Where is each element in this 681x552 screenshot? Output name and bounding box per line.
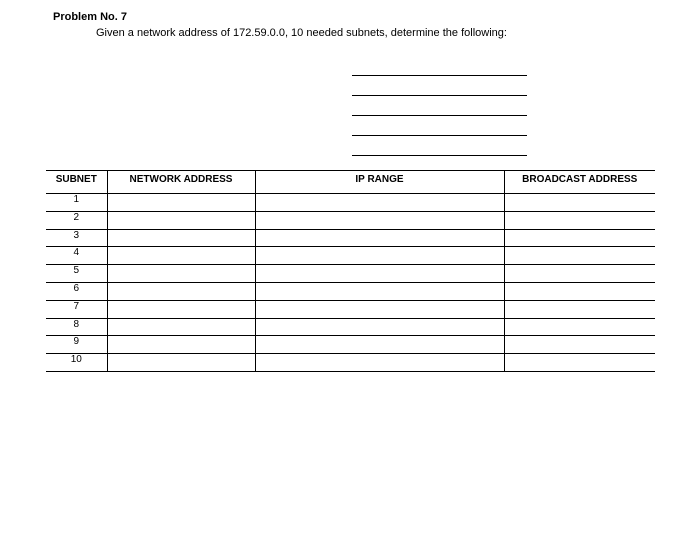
broadcast-address-cell[interactable] xyxy=(504,282,655,300)
table-row xyxy=(46,300,655,318)
address-class-field[interactable] xyxy=(352,75,527,76)
broadcast-address-cell[interactable] xyxy=(504,265,655,283)
network-address-cell[interactable] xyxy=(107,336,255,354)
broadcast-address-cell[interactable] xyxy=(504,336,655,354)
broadcast-address-cell[interactable] xyxy=(504,318,655,336)
network-address-cell[interactable] xyxy=(107,300,255,318)
column-header-ip-range: IP RANGE xyxy=(255,171,504,194)
problem-title: Problem No. 7 xyxy=(53,11,127,23)
ip-range-cell[interactable] xyxy=(255,194,504,212)
table-row xyxy=(46,229,655,247)
usable-hosts-field[interactable] xyxy=(352,135,527,136)
column-header-subnet: SUBNET xyxy=(46,171,107,194)
network-address-cell[interactable] xyxy=(107,354,255,372)
ip-range-cell[interactable] xyxy=(255,247,504,265)
ip-range-cell[interactable] xyxy=(255,318,504,336)
problem-statement: Given a network address of 172.59.0.0, 10 needed subnets, determine the following: xyxy=(96,27,507,39)
table-header-row xyxy=(46,171,655,194)
ip-range-cell[interactable] xyxy=(255,282,504,300)
subnets-created-field[interactable] xyxy=(352,155,527,156)
table-row xyxy=(46,194,655,212)
table-row xyxy=(46,265,655,283)
network-address-cell[interactable] xyxy=(107,247,255,265)
custom-subnet-mask-field[interactable] xyxy=(352,95,527,96)
table-row xyxy=(46,211,655,229)
ip-range-cell[interactable] xyxy=(255,265,504,283)
broadcast-address-cell[interactable] xyxy=(504,300,655,318)
subnet-number-cell: 5 xyxy=(46,265,107,283)
table-row xyxy=(46,354,655,372)
subnet-number-cell: 6 xyxy=(46,282,107,300)
table-row xyxy=(46,318,655,336)
network-address-cell[interactable] xyxy=(107,318,255,336)
column-header-network-address: NETWORK ADDRESS xyxy=(107,171,255,194)
subnet-number-cell: 1 xyxy=(46,194,107,212)
subnet-table xyxy=(46,170,655,372)
network-address-cell[interactable] xyxy=(107,265,255,283)
network-address-cell[interactable] xyxy=(107,282,255,300)
broadcast-address-cell[interactable] xyxy=(504,354,655,372)
bits-borrowed-field[interactable] xyxy=(352,115,527,116)
table-row xyxy=(46,282,655,300)
network-address-cell[interactable] xyxy=(107,211,255,229)
subnet-number-cell: 4 xyxy=(46,247,107,265)
subnet-number-cell: 9 xyxy=(46,336,107,354)
broadcast-address-cell[interactable] xyxy=(504,247,655,265)
subnet-number-cell: 8 xyxy=(46,318,107,336)
ip-range-cell[interactable] xyxy=(255,354,504,372)
ip-range-cell[interactable] xyxy=(255,336,504,354)
broadcast-address-cell[interactable] xyxy=(504,229,655,247)
broadcast-address-cell[interactable] xyxy=(504,194,655,212)
ip-range-cell[interactable] xyxy=(255,229,504,247)
subnet-number-cell: 2 xyxy=(46,211,107,229)
table-row xyxy=(46,247,655,265)
table-row xyxy=(46,336,655,354)
network-address-cell[interactable] xyxy=(107,194,255,212)
subnet-number-cell: 10 xyxy=(46,354,107,372)
ip-range-cell[interactable] xyxy=(255,211,504,229)
broadcast-address-cell[interactable] xyxy=(504,211,655,229)
ip-range-cell[interactable] xyxy=(255,300,504,318)
column-header-broadcast-address: BROADCAST ADDRESS xyxy=(504,171,655,194)
subnet-number-cell: 7 xyxy=(46,300,107,318)
subnet-number-cell: 3 xyxy=(46,229,107,247)
network-address-cell[interactable] xyxy=(107,229,255,247)
